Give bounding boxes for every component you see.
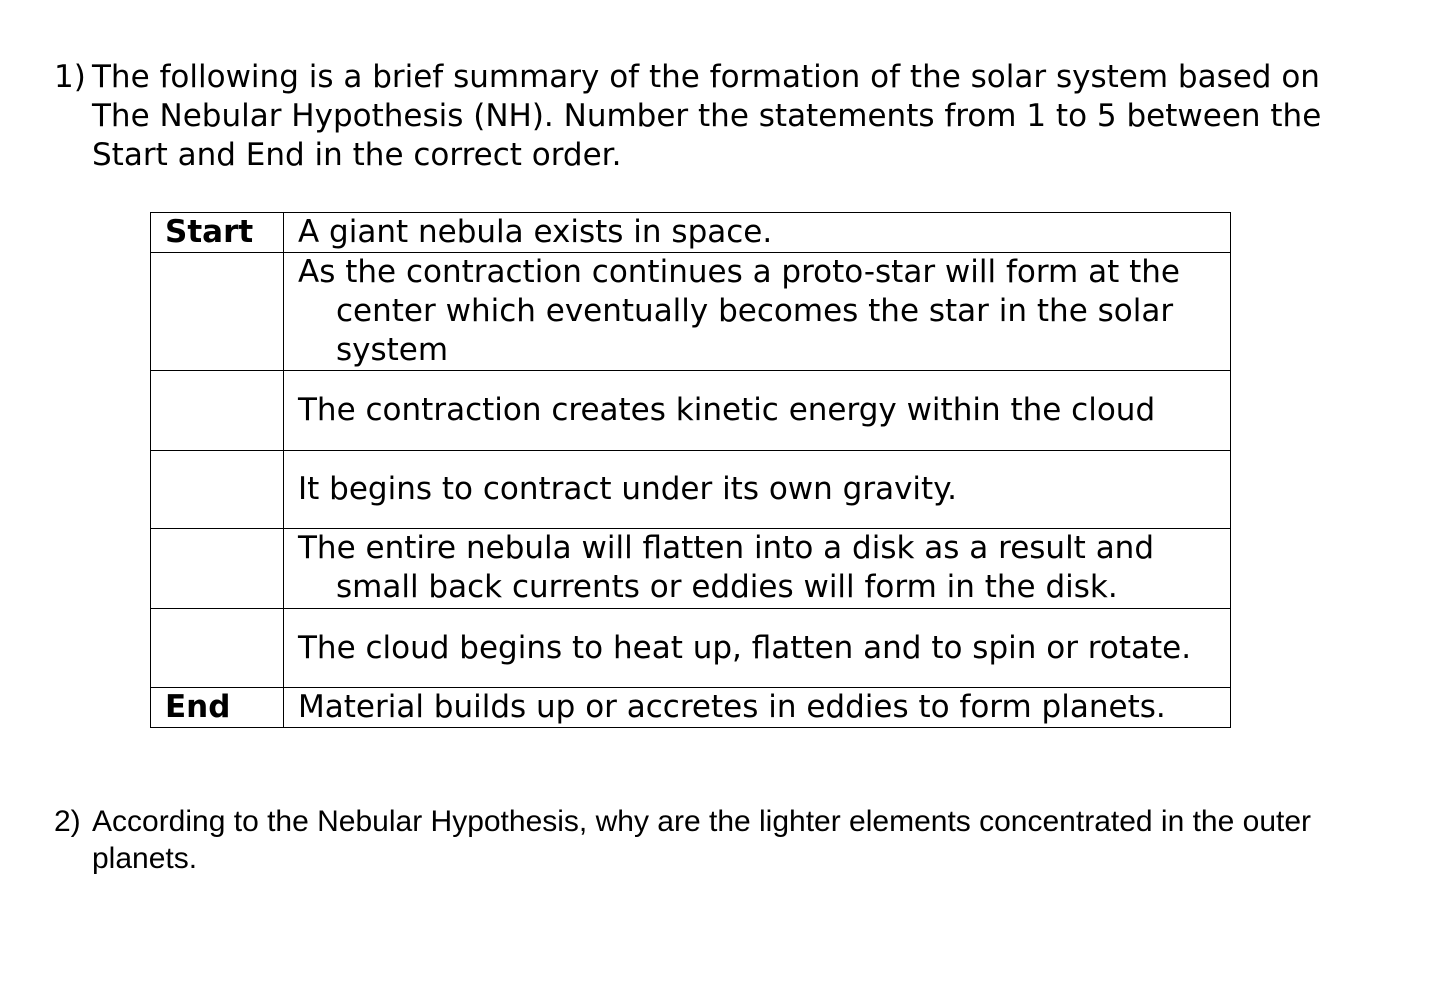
- end-label: End: [151, 688, 284, 728]
- order-number-cell[interactable]: [151, 609, 284, 688]
- statement-text: The entire nebula will flatten into a disk as a result and small back currents or eddies will form in the disk.: [298, 530, 1155, 605]
- question-2-text: According to the Nebular Hypothesis, why are the lighter elements concentrated in the outer planets.: [92, 805, 1312, 875]
- statement-text: It begins to contract under its own gravity.: [298, 471, 957, 507]
- table-row-start: [151, 213, 1231, 253]
- statement-cell: [284, 609, 1231, 688]
- question-2-number: 2): [54, 805, 81, 838]
- table-row: [151, 371, 1231, 451]
- table-row-end: [151, 688, 1231, 728]
- ordering-table: [150, 212, 1231, 728]
- order-number-cell[interactable]: [151, 371, 284, 451]
- statement-cell: [284, 529, 1231, 609]
- start-label: Start: [151, 213, 284, 253]
- statement-cell: [284, 451, 1231, 529]
- order-number-cell[interactable]: [151, 529, 284, 609]
- table-row: [151, 609, 1231, 688]
- table-row: [151, 529, 1231, 609]
- question-1: [54, 58, 1344, 175]
- end-statement: Material builds up or accretes in eddies to form planets.: [284, 688, 1231, 728]
- table-row: [151, 253, 1231, 371]
- start-statement: A giant nebula exists in space.: [284, 213, 1231, 253]
- statement-text: The contraction creates kinetic energy within the cloud: [298, 392, 1156, 428]
- statement-cell: [284, 371, 1231, 451]
- statement-text: The cloud begins to heat up, flatten and to spin or rotate.: [298, 629, 1192, 666]
- table-row: [151, 451, 1231, 529]
- order-number-cell[interactable]: [151, 451, 284, 529]
- question-1-text: The following is a brief summary of the formation of the solar system based on The Nebular Hypothesis (NH). Number the statements from 1 to 5 between the Start and End in the correct order.: [92, 59, 1322, 173]
- statement-cell: [284, 253, 1231, 371]
- question-1-number: 1): [54, 59, 86, 95]
- order-number-cell[interactable]: [151, 253, 284, 371]
- statement-text: As the contraction continues a proto-star will form at the center which eventually becomes the star in the solar system: [298, 254, 1180, 368]
- question-2: [54, 803, 1374, 877]
